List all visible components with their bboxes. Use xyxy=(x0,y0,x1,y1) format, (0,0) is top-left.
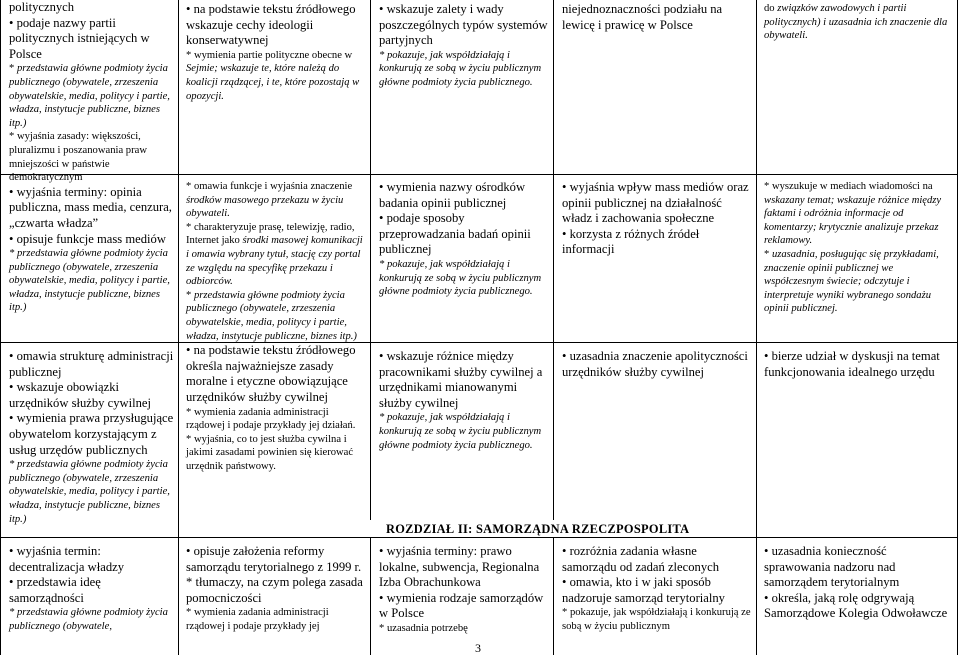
cell-text: * xyxy=(9,63,17,75)
cell-text: do xyxy=(764,3,778,14)
row-border xyxy=(0,342,958,343)
bullet-item: • wskazuje różnice między pracownikami służby cywilnej a urzędnikami mianowanymi służby cywilnej xyxy=(379,349,542,410)
cell-paragraph xyxy=(562,180,752,227)
cell-paragraph xyxy=(379,544,551,591)
cell-paragraph xyxy=(562,227,752,258)
cell-paragraph xyxy=(764,248,954,316)
bullet-item: • uzasadnia znaczenie apolityczności urzędników służby cywilnej xyxy=(562,349,748,379)
cell-text: związków zawodowych i partii politycznych) i uzasadnia ich znaczenie dla obywateli. xyxy=(764,3,948,42)
bullet-item: • korzysta z różnych źródeł informacji xyxy=(562,227,699,257)
cell-paragraph xyxy=(764,349,954,380)
bullet-item: • wskazuje zalety i wady poszczególnych typów systemów partyjnych xyxy=(379,2,548,47)
page-number: 3 xyxy=(475,641,481,655)
cell-text: środków masowego przekazu w życiu obywateli. xyxy=(186,194,344,220)
bullet-item: • rozróżnia zadania własne samorządu od zadań zleconych xyxy=(562,544,719,574)
column-border xyxy=(0,0,1,655)
cell-row2-col2 xyxy=(186,180,366,495)
cell-text: * wyszukuje w mediach wiadomości na xyxy=(764,181,933,192)
cell-paragraph xyxy=(9,0,175,16)
cell-text: przedstawia główne podmioty życia publicznego (obywatele, zrzeszenia obywatelskie, media, politycy i partie, władza, instytucje publiczne, biznes itp.) xyxy=(186,289,357,342)
cell-paragraph xyxy=(186,606,366,633)
bullet-item: • omawia strukturę administracji publicznej xyxy=(9,349,173,379)
cell-paragraph xyxy=(379,258,551,299)
cell-paragraph xyxy=(186,2,366,49)
bullet-item: • opisuje założenia reformy samorządu terytorialnego z 1999 r. xyxy=(186,544,361,574)
column-border xyxy=(553,538,554,655)
cell-paragraph xyxy=(9,606,175,633)
cell-paragraph xyxy=(379,591,551,622)
column-border xyxy=(370,0,371,520)
cell-text: * xyxy=(186,289,194,301)
column-border xyxy=(178,0,179,655)
cell-paragraph xyxy=(562,575,752,606)
cell-row2-col5 xyxy=(764,180,954,340)
cell-row4-col5 xyxy=(764,544,954,654)
bullet-item: • bierze udział w dyskusji na temat funkcjonowania idealnego urzędu xyxy=(764,349,940,379)
cell-row1-col2 xyxy=(186,2,366,172)
cell-row3-col3 xyxy=(379,349,551,517)
column-border xyxy=(957,0,958,655)
column-border xyxy=(370,538,371,655)
bullet-item: • omawia, kto i w jaki sposób nadzoruje samorząd terytorialny xyxy=(562,575,725,605)
bullet-item: • opisuje funkcje mass mediów xyxy=(9,232,166,246)
bullet-item: • wskazuje obowiązki urzędników służby cywilnej xyxy=(9,380,151,410)
bullet-item: • wyjaśnia termin: decentralizacja władzy xyxy=(9,544,124,574)
cell-paragraph xyxy=(764,591,954,622)
cell-paragraph xyxy=(9,544,175,575)
cell-paragraph xyxy=(379,349,551,411)
cell-paragraph xyxy=(9,130,175,184)
cell-text: * uzasadnia potrzebę xyxy=(379,622,468,634)
section-heading: ROZDZIAŁ II: SAMORZĄDNA RZECZPOSPOLITA xyxy=(386,522,690,536)
cell-paragraph xyxy=(186,343,366,405)
cell-text: * charakteryzuje prasę, telewizję, radio, Internet jako xyxy=(186,221,355,247)
cell-text: politycznych xyxy=(9,0,75,14)
cell-paragraph xyxy=(9,380,175,411)
cell-paragraph xyxy=(764,544,954,591)
cell-text: * wymienia zadania administracji rządowej i podaje przykłady jej xyxy=(186,607,329,632)
cell-paragraph xyxy=(186,221,366,289)
cell-text: * wyjaśnia, co to jest służba cywilna i jakimi zasadami powinien się kierować urzędnik państwowy. xyxy=(186,433,354,472)
cell-paragraph xyxy=(764,2,954,43)
cell-row4-col3 xyxy=(379,544,551,640)
bullet-item: • wymienia rodzaje samorządów w Polsce xyxy=(379,591,543,621)
bullet-item: • wyjaśnia terminy: opinia publiczna, mass media, cenzura, „czwarta władza” xyxy=(9,185,172,230)
cell-row1-col4 xyxy=(562,2,752,172)
cell-paragraph xyxy=(379,622,551,636)
cell-text: * przedstawia główne podmioty życia publicznego (obywatele, zrzeszenia obywatelskie, media, politycy i partie, władza, instytucje publiczne, biznes itp.) xyxy=(9,248,170,314)
cell-row2-col1 xyxy=(9,178,175,340)
cell-text: niejednoznaczności podziału na lewicę i prawicę w Polsce xyxy=(562,2,723,32)
cell-row4-col1 xyxy=(9,544,175,654)
cell-paragraph xyxy=(379,180,551,211)
cell-paragraph xyxy=(9,62,175,130)
cell-paragraph xyxy=(379,2,551,49)
cell-paragraph xyxy=(379,211,551,258)
cell-row4-col4 xyxy=(562,544,752,654)
cell-paragraph xyxy=(379,411,551,452)
cell-paragraph xyxy=(186,575,366,606)
cell-text: * omawia funkcje i wyjaśnia znaczenie xyxy=(186,181,353,192)
cell-paragraph xyxy=(186,406,366,433)
cell-row1-col3 xyxy=(379,2,551,172)
column-border xyxy=(553,0,554,520)
cell-text: uzasadnia, posługując się przykładami, znaczenie opinii publicznej we współczesnym świecie; odczytuje i interpretuje wyniki wybranego sondażu opinii publicznej. xyxy=(764,248,939,315)
cell-text: przedstawia główne podmioty życia publicznego (obywatele, zrzeszenia obywatelskie, media, politycy i partie, władza, instytucje publiczne, biznes itp.) xyxy=(9,63,170,129)
bullet-item: • podaje sposoby przeprowadzania badań opinii publicznej xyxy=(379,211,531,256)
cell-text: wskazany temat; wskazuje różnice między faktami i odróżnia informacje od komentarzy; krytycznie analizuje przekaz reklamowy. xyxy=(764,194,942,247)
cell-text: * wyjaśnia zasady: większości, pluralizmu i poszanowania praw mniejszości w państwie demokratycznym xyxy=(9,131,147,184)
cell-paragraph xyxy=(186,289,366,343)
bullet-item: • na podstawie tekstu źródłowego określa najważniejsze zasady moralne i etyczne obowiązujące urzędników służby cywilnej xyxy=(186,343,356,404)
cell-text: * tłumaczy, na czym polega zasada pomocniczości xyxy=(186,575,363,605)
cell-row1-col1 xyxy=(9,0,175,314)
cell-paragraph xyxy=(9,349,175,380)
cell-text: * xyxy=(764,248,772,260)
cell-paragraph xyxy=(186,49,366,103)
cell-text: * pokazuje, jak współdziałają i konkurują ze sobą w życiu publicznym główne podmioty życia publicznego. xyxy=(379,49,542,88)
cell-text: * pokazuje, jak współdziałają i konkurują ze sobą w życiu publicznym główne podmioty życia publicznego. xyxy=(379,258,542,298)
cell-text: * wymienia partie polityczne obecne w xyxy=(186,49,353,61)
cell-row1-col5 xyxy=(764,2,954,172)
cell-paragraph xyxy=(9,411,175,458)
bullet-item: • przedstawia ideę samorządności xyxy=(9,575,101,605)
cell-row3-col1 xyxy=(9,349,175,535)
bullet-item: • wyjaśnia terminy: prawo lokalne, subwencja, Regionalna Izba Obrachunkowa xyxy=(379,544,539,589)
cell-paragraph xyxy=(562,606,752,633)
cell-paragraph xyxy=(186,544,366,575)
cell-row2-col3 xyxy=(379,180,551,340)
cell-row2-col4 xyxy=(562,180,752,340)
cell-paragraph xyxy=(379,49,551,90)
cell-paragraph xyxy=(186,180,366,221)
cell-paragraph xyxy=(186,433,366,474)
cell-text: * przedstawia główne podmioty życia publicznego (obywatele, xyxy=(9,607,168,632)
cell-paragraph xyxy=(562,2,752,33)
cell-paragraph xyxy=(9,458,175,526)
cell-paragraph xyxy=(764,180,954,248)
bullet-item: • uzasadnia konieczność sprawowania nadzoru nad samorządem terytorialnym xyxy=(764,544,899,589)
row-border xyxy=(0,537,958,538)
cell-text: Sejmie; wskazuje te, które należą do koalicji rządzącej, i te, które pozostają w opozycji. xyxy=(186,63,360,102)
cell-row3-col5 xyxy=(764,349,954,517)
bullet-item: • wymienia nazwy ośrodków badania opinii publicznej xyxy=(379,180,525,210)
cell-paragraph xyxy=(9,575,175,606)
cell-paragraph xyxy=(9,16,175,63)
bullet-item: • podaje nazwy partii politycznych istniejących w Polsce xyxy=(9,16,150,61)
bullet-item: • wyjaśnia wpływ mass mediów oraz opinii publicznej na działalność władz i zachowania społeczne xyxy=(562,180,749,225)
bullet-item: • wymienia prawa przysługujące obywatelom korzystającym z usług urzędów publicznych xyxy=(9,411,173,456)
cell-text: * wymienia zadania administracji rządowej i podaje przykłady jej działań. xyxy=(186,406,356,432)
cell-paragraph xyxy=(562,349,752,380)
cell-paragraph xyxy=(562,544,752,575)
cell-row4-col2 xyxy=(186,544,366,654)
cell-text: * pokazuje, jak współdziałają i konkurują ze sobą w życiu publicznym xyxy=(562,607,751,632)
cell-text: środki masowej komunikacji i omawia wybrany tytuł, stację czy portal ze względu na specyfikę przekazu i odbiorców. xyxy=(186,235,363,288)
cell-text: * pokazuje, jak współdziałają i konkurują ze sobą w życiu publicznym główne podmioty życia publicznego. xyxy=(379,412,542,451)
cell-row3-col4 xyxy=(562,349,752,517)
cell-text: * przedstawia główne podmioty życia publicznego (obywatele, zrzeszenia obywatelskie, media, politycy i partie, władza, instytucje publiczne, biznes itp.) xyxy=(9,459,170,525)
bullet-item: • na podstawie tekstu źródłowego wskazuje cechy ideologii konserwatywnej xyxy=(186,2,356,47)
bullet-item: • określa, jaką rolę odgrywają Samorządowe Kolegia Odwoławcze xyxy=(764,591,947,621)
column-border xyxy=(756,0,757,655)
